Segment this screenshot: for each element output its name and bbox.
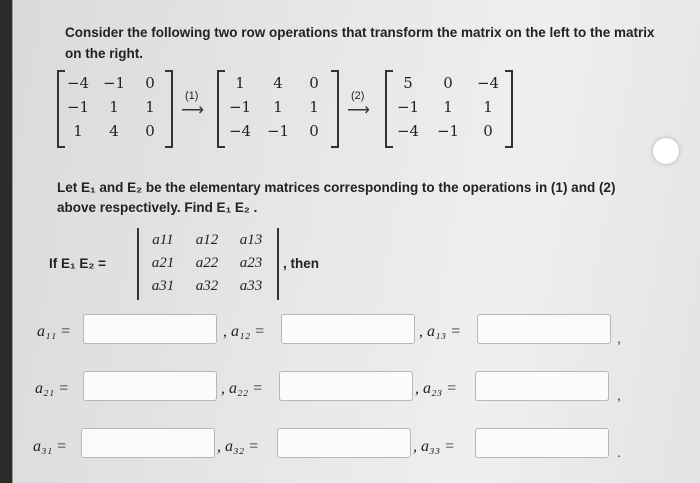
matrix-cell: −1 <box>66 98 90 116</box>
a13-input[interactable] <box>477 314 611 344</box>
matrix-cell: 0 <box>443 74 453 92</box>
product-matrix <box>137 228 279 300</box>
product-entry: a31 <box>151 278 175 294</box>
a31-label: a₃₁ = <box>33 438 67 455</box>
product-entry: a32 <box>195 278 219 294</box>
question-line-1: Consider the following two row operations that transform the matrix on the left to the matrix <box>65 25 655 40</box>
matrix-cell: 5 <box>403 74 413 92</box>
matrix-cell: 1 <box>273 98 283 116</box>
product-suffix: , then <box>283 256 319 271</box>
matrix-cell: 1 <box>235 74 245 92</box>
a33-label: , a₃₃ = <box>413 438 455 455</box>
matrix-cell: 4 <box>273 74 283 92</box>
question-panel <box>12 0 700 483</box>
a11-label: a₁₁ = <box>37 323 71 340</box>
matrix-cell: −1 <box>102 74 126 92</box>
question-line-2: on the right. <box>65 46 143 61</box>
matrix-cell: 1 <box>443 98 453 116</box>
matrix-cell: 0 <box>309 122 319 140</box>
a21-label: a₂₁ = <box>35 380 69 397</box>
prompt-line-1: Let E₁ and E₂ be the elementary matrices corresponding to the operations in (1) and (2) <box>57 180 616 195</box>
matrix-cell: −1 <box>228 98 252 116</box>
row1-punct: , <box>617 330 621 346</box>
a23-label: , a₂₃ = <box>415 380 457 397</box>
row2-punct: , <box>617 387 621 403</box>
matrix-cell: −4 <box>476 74 500 92</box>
matrix-cell: −1 <box>266 122 290 140</box>
matrix-cell: 1 <box>483 98 493 116</box>
a22-label: , a₂₂ = <box>221 380 263 397</box>
operation-1-label: (1) <box>185 90 199 102</box>
a11-input[interactable] <box>83 314 217 344</box>
matrix-cell: 0 <box>483 122 493 140</box>
product-entry: a11 <box>152 232 174 248</box>
question-text <box>65 22 685 64</box>
product-entry: a23 <box>239 255 263 271</box>
product-entry: a12 <box>195 232 219 248</box>
operation-2-label: (2) <box>351 90 365 102</box>
a12-input[interactable] <box>281 314 415 344</box>
matrix-cell: 0 <box>145 122 155 140</box>
a33-input[interactable] <box>475 428 609 458</box>
a32-label: , a₃₂ = <box>217 438 259 455</box>
matrix-cell: −4 <box>396 122 420 140</box>
matrix-cell: 1 <box>109 98 119 116</box>
matrix-original <box>57 70 173 148</box>
matrix-cell: 0 <box>145 74 155 92</box>
matrix-result <box>385 70 513 148</box>
a32-input[interactable] <box>277 428 411 458</box>
product-entry: a21 <box>151 255 175 271</box>
a12-label: , a₁₂ = <box>223 323 265 340</box>
matrix-cell: 1 <box>145 98 155 116</box>
product-entry: a33 <box>239 278 263 294</box>
product-prefix: If E₁ E₂ = <box>49 256 106 271</box>
product-entry: a13 <box>239 232 263 248</box>
matrix-cell: 1 <box>73 122 83 140</box>
right-arrow-icon: ⟶ <box>181 102 204 119</box>
a23-input[interactable] <box>475 371 609 401</box>
a21-input[interactable] <box>83 371 217 401</box>
product-entry: a22 <box>195 255 219 271</box>
prompt-text <box>57 178 657 218</box>
matrix-cell: 1 <box>309 98 319 116</box>
prompt-line-2: above respectively. Find E₁ E₂ . <box>57 200 258 215</box>
matrix-cell: −4 <box>66 74 90 92</box>
matrix-cell: −4 <box>228 122 252 140</box>
matrix-intermediate <box>217 70 339 148</box>
a31-input[interactable] <box>81 428 215 458</box>
matrix-cell: 4 <box>109 122 119 140</box>
matrix-cell: −1 <box>436 122 460 140</box>
matrix-cell: 0 <box>309 74 319 92</box>
scroll-handle[interactable] <box>653 138 679 164</box>
row3-punct: . <box>617 444 621 460</box>
right-arrow-icon: ⟶ <box>347 102 370 119</box>
a13-label: , a₁₃ = <box>419 323 461 340</box>
matrix-cell: −1 <box>396 98 420 116</box>
a22-input[interactable] <box>279 371 413 401</box>
